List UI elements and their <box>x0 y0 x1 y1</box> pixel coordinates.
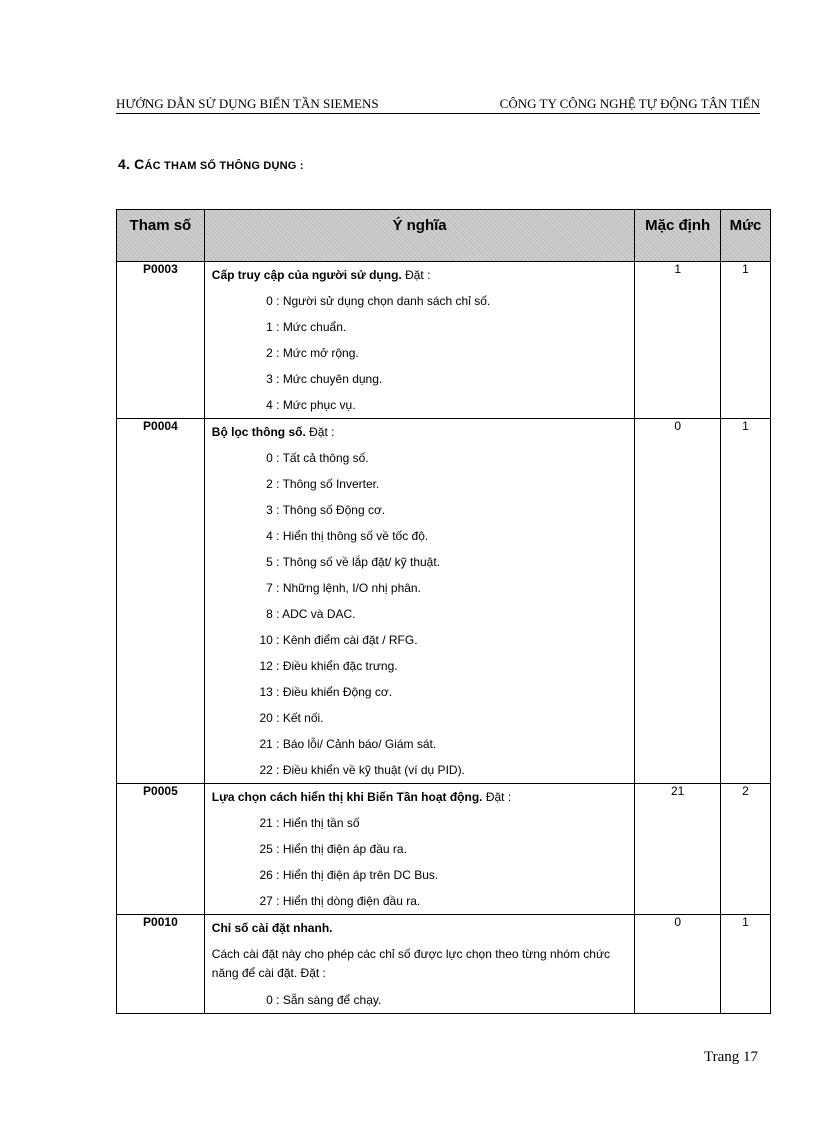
option-line <box>205 705 634 731</box>
header-document-title: HƯỚNG DẪN SỬ DỤNG BIẾN TẦN SIEMENS <box>116 96 379 111</box>
param-level: 1 <box>721 915 771 1014</box>
option-text: Thông số Inverter. <box>282 477 380 491</box>
option-key: 25 <box>259 842 273 856</box>
option-text: Kênh điểm cài đặt / RFG. <box>282 633 418 647</box>
option-text: Điều khiển đặc trưng. <box>282 659 398 673</box>
header-level: Mức <box>721 210 771 262</box>
param-title-bold: Cấp truy cập của người sử dụng. <box>211 268 402 282</box>
option-line <box>205 497 634 523</box>
param-default: 0 <box>635 419 721 784</box>
param-default: 1 <box>635 262 721 419</box>
option-separator: : <box>272 711 283 725</box>
option-text: Người sử dụng chọn danh sách chỉ số. <box>282 294 491 308</box>
option-separator: : <box>272 659 283 673</box>
param-title-tail: Đặt : <box>482 790 512 804</box>
section-title <box>118 156 304 172</box>
param-title-bold: Bộ lọc thông số. <box>211 425 306 439</box>
option-line <box>205 575 634 601</box>
option-text: Thông số về lắp đặt/ kỹ thuật. <box>282 555 441 569</box>
param-level: 2 <box>721 784 771 915</box>
option-text: Hiển thị thông số về tốc độ. <box>282 529 429 543</box>
header-meaning: Ý nghĩa <box>204 210 634 262</box>
param-level: 1 <box>721 419 771 784</box>
option-key: 3 <box>266 372 273 386</box>
param-title-bold: Chỉ số cài đặt nhanh. <box>211 921 333 935</box>
option-separator: : <box>272 868 283 882</box>
option-line <box>205 987 634 1013</box>
param-description <box>204 419 634 784</box>
param-title-tail: Đặt : <box>401 268 431 282</box>
option-separator: : <box>272 581 283 595</box>
option-line <box>205 392 634 418</box>
option-line <box>205 445 634 471</box>
param-description <box>204 784 634 915</box>
table-row <box>117 915 771 1014</box>
option-key: 0 <box>266 451 273 465</box>
option-separator: : <box>272 503 283 517</box>
option-key: 3 <box>266 503 273 517</box>
option-key: 10 <box>259 633 273 647</box>
option-text: Điều khiển về kỹ thuật (ví dụ PID). <box>282 763 465 777</box>
option-line <box>205 366 634 392</box>
param-code: P0004 <box>117 419 205 784</box>
option-key: 2 <box>266 477 273 491</box>
option-text: ADC và DAC. <box>282 607 356 621</box>
option-text: Mức chuẩn. <box>282 320 347 334</box>
option-text: Sẵn sàng để chạy. <box>282 993 382 1007</box>
option-separator: : <box>272 529 283 543</box>
option-key: 0 <box>266 294 273 308</box>
option-separator: : <box>272 607 283 621</box>
table-row <box>117 419 771 784</box>
param-title-tail: Đặt : <box>305 425 335 439</box>
option-separator: : <box>272 477 283 491</box>
option-separator: : <box>272 320 283 334</box>
option-key: 13 <box>259 685 273 699</box>
option-text: Kết nối. <box>282 711 324 725</box>
option-key: 20 <box>259 711 273 725</box>
option-separator: : <box>272 633 283 647</box>
param-title <box>205 784 634 810</box>
option-separator: : <box>272 737 283 751</box>
option-separator: : <box>272 555 283 569</box>
param-paragraph: Cách cài đặt này cho phép các chỉ số được lực chọn theo từng nhóm chức năng để cài đặt. Đặt : <box>211 947 611 980</box>
option-line <box>205 757 634 783</box>
section-number: 4. C <box>118 156 145 172</box>
header-default: Mặc định <box>635 210 721 262</box>
page-number: Trang 17 <box>703 1049 758 1065</box>
option-text: Hiển thị tần số <box>282 816 360 830</box>
option-key: 0 <box>266 993 273 1007</box>
param-title <box>205 915 634 941</box>
option-text: Mức mở rộng. <box>282 346 359 360</box>
param-title-bold: Lựa chọn cách hiển thị khi Biến Tần hoạt động. <box>211 790 483 804</box>
page-header <box>116 95 760 114</box>
option-text: Những lệnh, I/O nhị phân. <box>282 581 421 595</box>
param-default: 0 <box>635 915 721 1014</box>
option-text: Báo lỗi/ Cảnh báo/ Giám sát. <box>282 737 437 751</box>
option-key: 22 <box>259 763 273 777</box>
option-line <box>205 523 634 549</box>
param-code: P0005 <box>117 784 205 915</box>
option-separator: : <box>272 294 283 308</box>
option-text: Mức phục vụ. <box>282 398 356 412</box>
param-code: P0003 <box>117 262 205 419</box>
option-line <box>205 314 634 340</box>
option-key: 2 <box>266 346 273 360</box>
option-key: 1 <box>266 320 273 334</box>
param-code: P0010 <box>117 915 205 1014</box>
option-line <box>205 679 634 705</box>
option-line <box>205 288 634 314</box>
option-separator: : <box>272 398 283 412</box>
option-text: Điều khiển Động cơ. <box>282 685 393 699</box>
option-key: 12 <box>259 659 273 673</box>
option-line <box>205 627 634 653</box>
option-key: 7 <box>266 581 273 595</box>
header-param: Tham số <box>117 210 205 262</box>
param-level: 1 <box>721 262 771 419</box>
table-row <box>117 262 771 419</box>
option-key: 5 <box>266 555 273 569</box>
option-text: Tất cả thông số. <box>282 451 369 465</box>
option-separator: : <box>272 842 283 856</box>
option-line <box>205 836 634 862</box>
option-line <box>205 340 634 366</box>
option-key: 21 <box>259 737 273 751</box>
param-description <box>204 915 634 1014</box>
option-line <box>205 731 634 757</box>
option-key: 21 <box>259 816 273 830</box>
option-line <box>205 471 634 497</box>
option-text: Hiển thị dòng điện đầu ra. <box>282 894 421 908</box>
table-row <box>117 784 771 915</box>
option-key: 8 <box>266 607 273 621</box>
option-separator: : <box>272 993 283 1007</box>
option-separator: : <box>272 685 283 699</box>
option-line <box>205 862 634 888</box>
header-company-name: CÔNG TY CÔNG NGHỆ TỰ ĐỘNG TÂN TIẾN <box>499 96 760 111</box>
option-key: 27 <box>259 894 273 908</box>
option-line <box>205 653 634 679</box>
option-line <box>205 601 634 627</box>
option-separator: : <box>272 451 283 465</box>
option-separator: : <box>272 372 283 386</box>
option-line <box>205 549 634 575</box>
option-text: Thông số Động cơ. <box>282 503 386 517</box>
table-header-row <box>117 210 771 262</box>
option-line <box>205 810 634 836</box>
param-default: 21 <box>635 784 721 915</box>
option-separator: : <box>272 763 283 777</box>
option-key: 4 <box>266 398 273 412</box>
option-text: Hiển thị điện áp đầu ra. <box>282 842 407 856</box>
option-text: Mức chuyên dụng. <box>282 372 383 386</box>
option-text: Hiển thị điện áp trên DC Bus. <box>282 868 439 882</box>
parameters-table <box>116 209 771 1014</box>
param-description <box>204 262 634 419</box>
param-title <box>205 262 634 288</box>
option-key: 26 <box>259 868 273 882</box>
option-separator: : <box>272 816 283 830</box>
param-title <box>205 419 634 445</box>
option-line <box>205 888 634 914</box>
option-key: 4 <box>266 529 273 543</box>
option-separator: : <box>272 894 283 908</box>
option-separator: : <box>272 346 283 360</box>
section-title-text: ÁC THAM SỐ THÔNG DỤNG : <box>144 160 304 172</box>
